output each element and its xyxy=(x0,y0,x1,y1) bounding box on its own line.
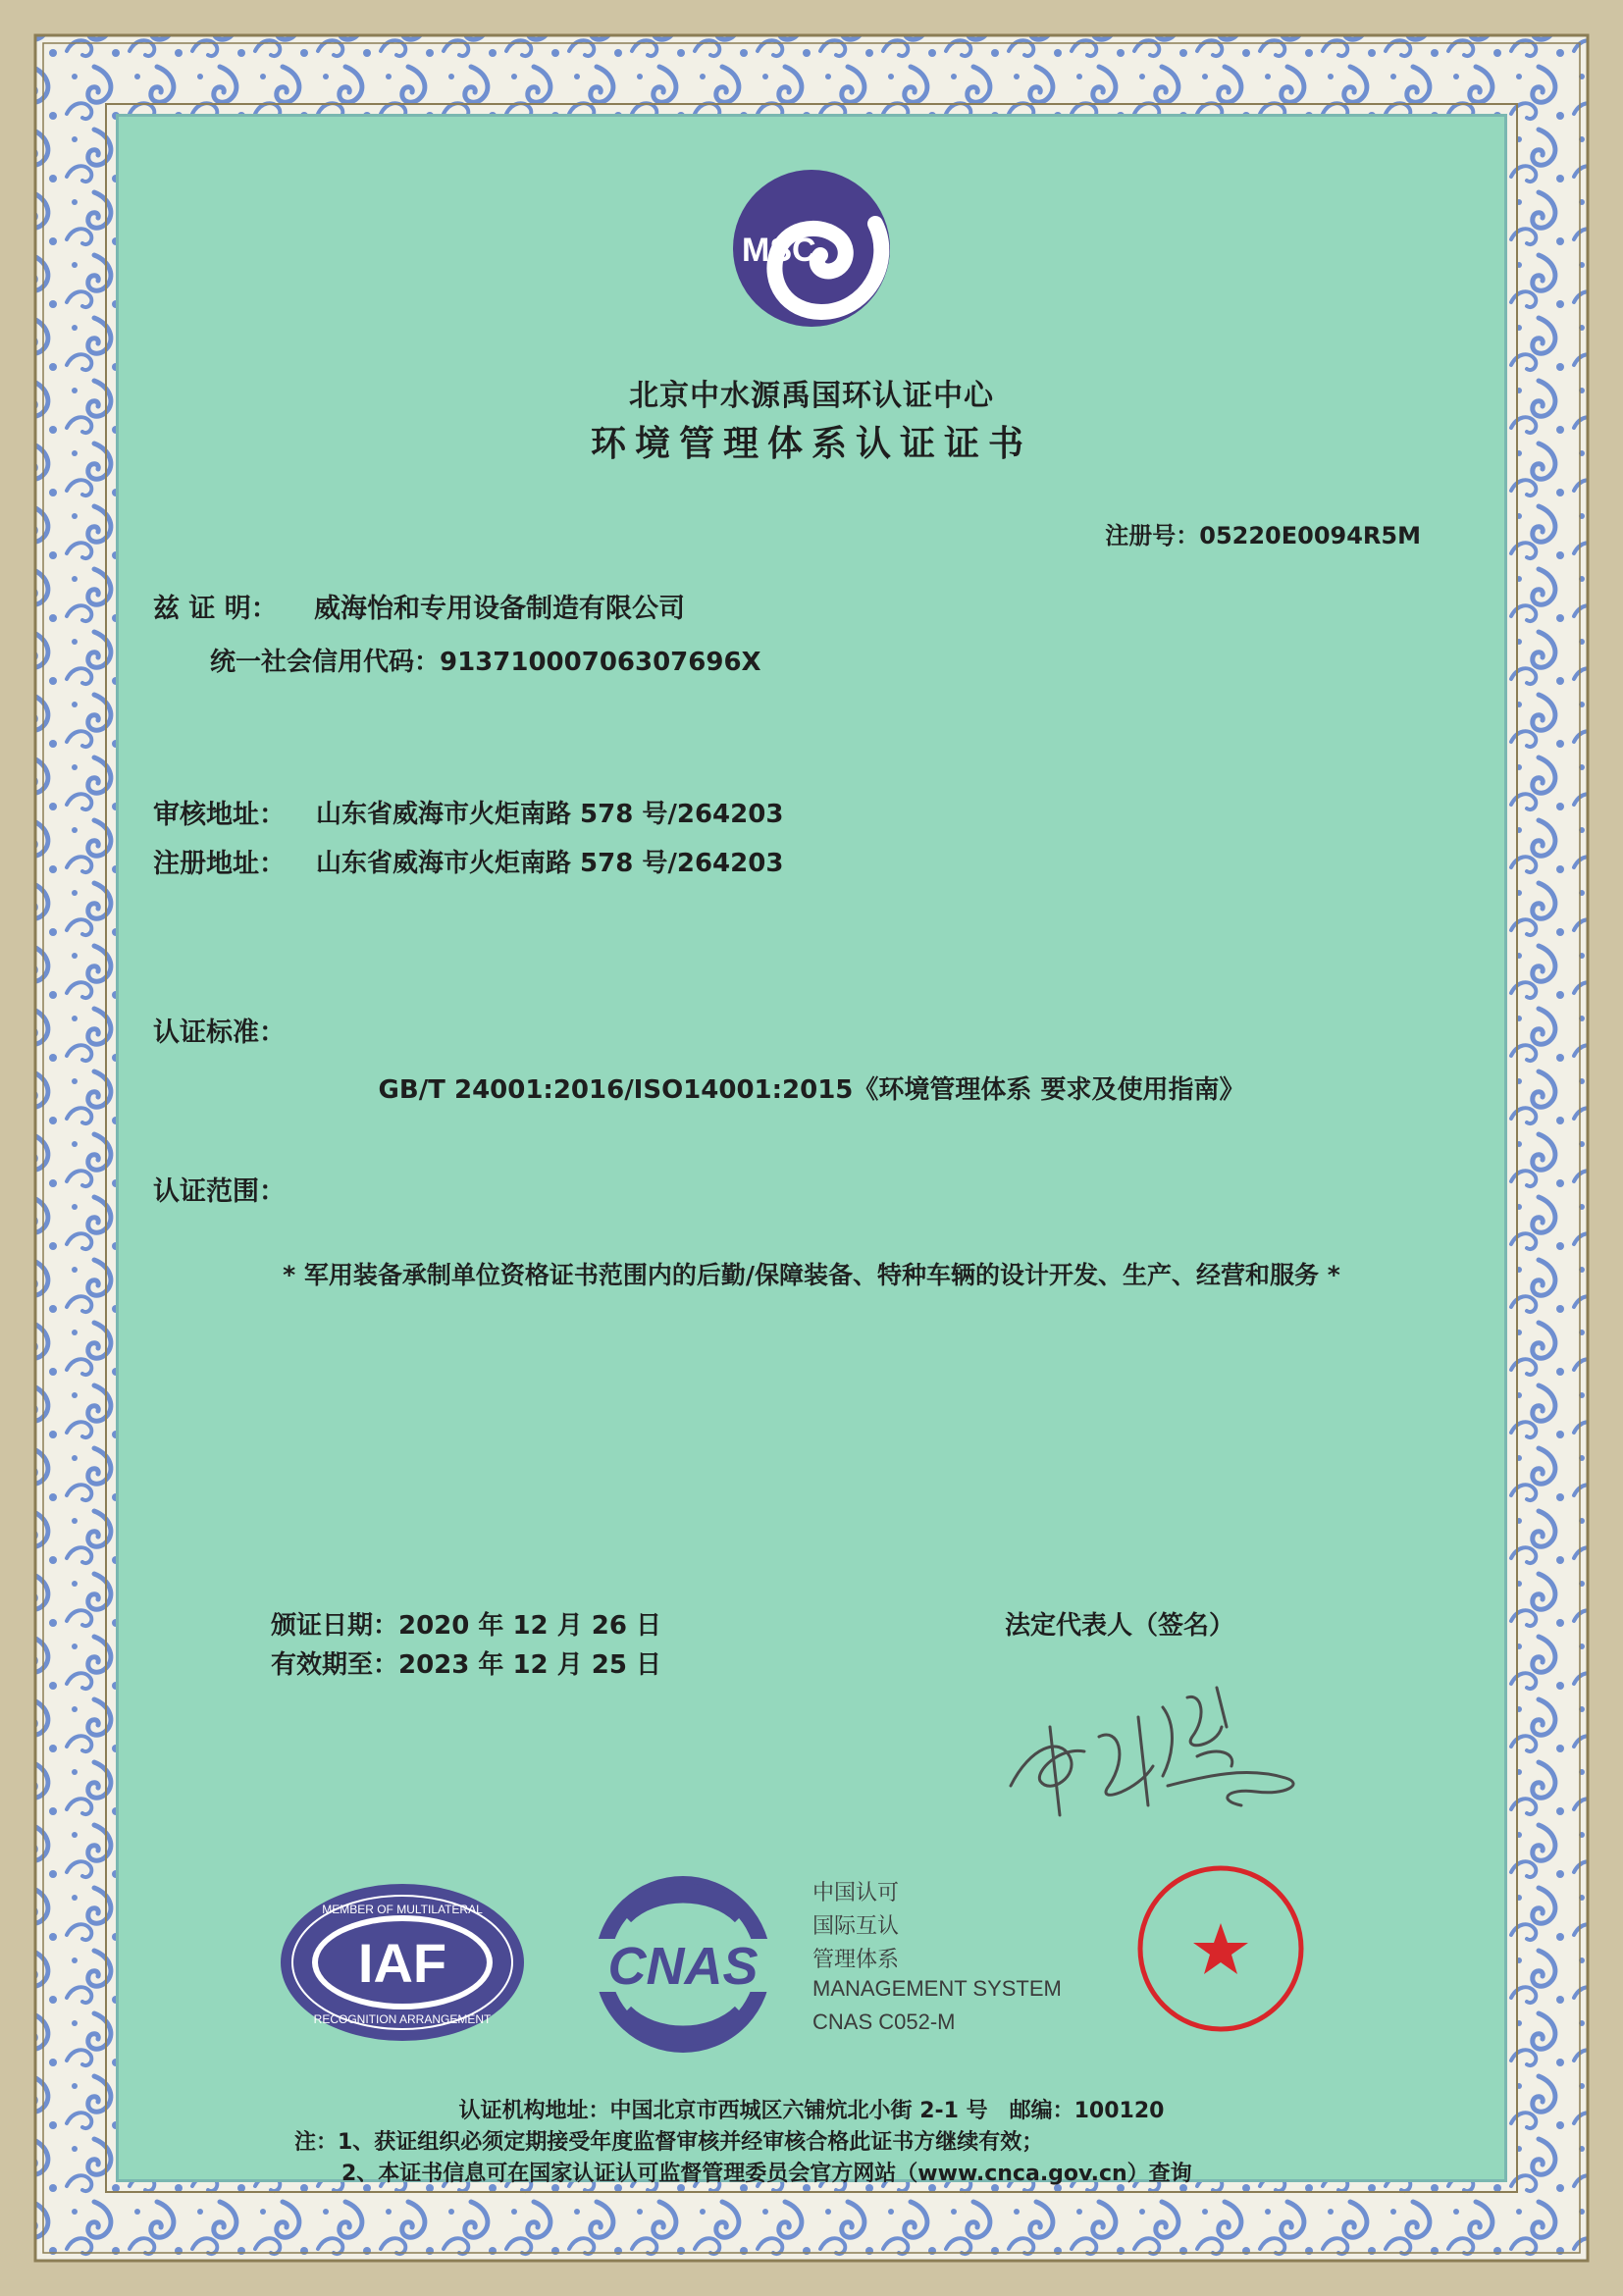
cnas-line-3: 管理体系 xyxy=(812,1947,900,1971)
standard-label: 认证标准： xyxy=(153,1018,286,1048)
cnas-line-1: 中国认可 xyxy=(812,1880,900,1905)
iaf-main-text: IAF xyxy=(357,1932,447,1994)
registered-address-value: 山东省威海市火炬南路 578 号/264203 xyxy=(316,849,784,878)
note-1: 注：1、获证组织必须定期接受年度监督审核并经审核合格此证书方继续有效； xyxy=(294,2130,1044,2155)
valid-until: 有效期至：2023 年 12 月 25 日 xyxy=(271,1650,661,1680)
audit-address-value: 山东省威海市火炬南路 578 号/264203 xyxy=(316,800,784,829)
cnas-badge xyxy=(585,1876,781,2053)
issuer-address: 认证机构地址：中国北京市西城区六铺炕北小街 2-1 号 邮编：100120 xyxy=(458,2099,1165,2123)
iaf-bottom-text: RECOGNITION ARRANGEMENT xyxy=(313,2012,492,2026)
certify-label: 兹 证 明： xyxy=(153,594,278,624)
signature-label: 法定代表人（签名） xyxy=(1005,1611,1235,1641)
scope-value: * 军用装备承制单位资格证书范围内的后勤/保障装备、特种车辆的设计开发、生产、经营和服务 * xyxy=(283,1261,1340,1289)
cnas-line-4: MANAGEMENT SYSTEM xyxy=(812,1976,1062,2001)
cnas-line-2: 国际互认 xyxy=(812,1913,900,1938)
cnas-line-5: CNAS C052-M xyxy=(812,2009,956,2034)
msc-logo xyxy=(728,165,895,332)
handwritten-signature xyxy=(991,1668,1344,1835)
audit-address-label: 审核地址： xyxy=(153,800,286,830)
iaf-badge xyxy=(277,1880,528,2045)
note-2: 2、本证书信息可在国家认证认可监督管理委员会官方网站（www.cnca.gov.cn）查询 xyxy=(341,2162,1192,2186)
scope-label: 认证范围： xyxy=(153,1176,286,1207)
company-name: 威海怡和专用设备制造有限公司 xyxy=(314,594,685,624)
issue-date: 颁证日期：2020 年 12 月 26 日 xyxy=(271,1611,661,1641)
iaf-top-text: MEMBER OF MULTILATERAL xyxy=(322,1903,483,1916)
official-seal xyxy=(1134,1862,1307,2035)
registration-number: 注册号：05220E0094R5M xyxy=(1105,522,1421,549)
certificate-title: 环境管理体系认证证书 xyxy=(590,424,1032,464)
standard-value: GB/T 24001:2016/ISO14001:2015《环境管理体系 要求及使用指南》 xyxy=(378,1075,1245,1105)
issuer-name: 北京中水源禹国环认证中心 xyxy=(629,379,994,413)
msc-logo-text: MSC xyxy=(742,232,816,269)
credit-code: 统一社会信用代码：91371000706307696X xyxy=(210,648,761,677)
registered-address-label: 注册地址： xyxy=(153,849,286,879)
cnas-main-text: CNAS xyxy=(607,1937,759,1996)
